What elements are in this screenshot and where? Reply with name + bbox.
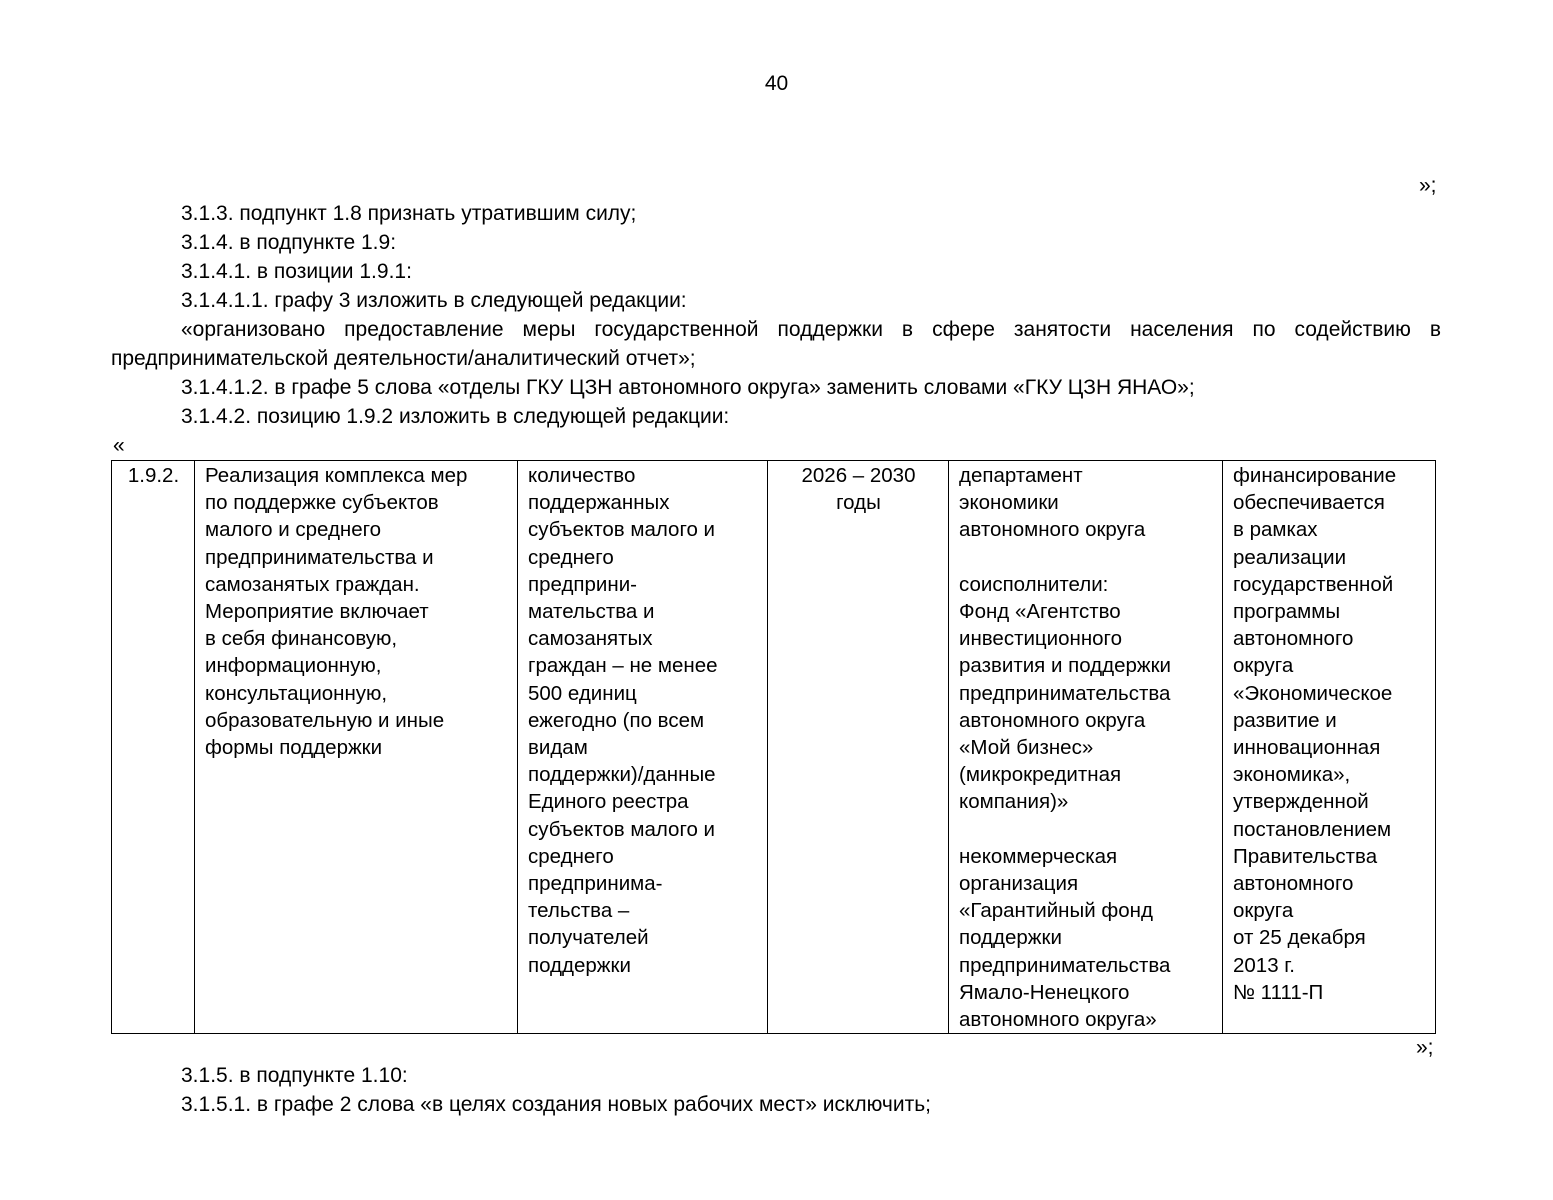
indicator-cell: количество поддержанных субъектов малого и среднего предприни- мательства и самозанятых граждан – не менее 500 единиц ежегодно (по всем видам поддержки)/данные Единого реестра субъектов малого и среднего предпринима- тельства – получателей поддержки [518, 461, 768, 1034]
paragraph-3-1-4-1-2: 3.1.4.1.2. в графе 5 слова «отделы ГКУ ЦЗН автономного округа» заменить словами «ГКУ ЦЗН ЯНАО»; [181, 376, 1195, 399]
table-row [112, 461, 1436, 1034]
paragraph-3-1-5-1: 3.1.5.1. в графе 2 слова «в целях создания новых рабочих мест» исключить; [181, 1093, 932, 1116]
years-cell: 2026 – 2030 годы [768, 461, 949, 1034]
paragraph-3-1-4-2: 3.1.4.2. позицию 1.9.2 изложить в следующей редакции: [181, 405, 730, 428]
closing-quote-top: »; [1419, 174, 1437, 197]
position-table [111, 460, 1436, 1034]
executors-cell: департамент экономики автономного округа соисполнители: Фонд «Агентство инвестиционного развития и поддержки предпринимательства автономного округа «Мой бизнес» (микрокредитная компания)» некоммерческая организация «Гарантийный фонд поддержки предпринимательства Ямало-Ненецкого автономного округа» [949, 461, 1223, 1034]
paragraph-3-1-5: 3.1.5. в подпункте 1.10: [181, 1064, 408, 1087]
paragraph-3-1-4-1-1: 3.1.4.1.1. графу 3 изложить в следующей редакции: [181, 289, 687, 312]
opening-quote: « [113, 434, 125, 457]
paragraph-3-1-4: 3.1.4. в подпункте 1.9: [181, 231, 397, 254]
position-number-cell: 1.9.2. [112, 461, 195, 1034]
financing-cell: финансирование обеспечивается в рамках реализации государственной программы автономного округа «Экономическое развитие и инновационная экономика», утвержденной постановлением Правительства автономного округа от 25 декабря 2013 г. № 1111-П [1223, 461, 1436, 1034]
amendment-text-top [111, 199, 1441, 431]
page-number: 40 [764, 72, 789, 95]
paragraph-quoted-column-3: «организовано предоставление меры государственной поддержки в сфере занятости населения по содействию в предпринимательской деятельности/аналитический отчет»; [111, 318, 1441, 370]
amendment-text-bottom [111, 1061, 1441, 1119]
paragraph-3-1-4-1: 3.1.4.1. в позиции 1.9.1: [181, 260, 412, 283]
paragraph-3-1-3: 3.1.3. подпункт 1.8 признать утратившим силу; [181, 202, 637, 225]
measure-name-cell: Реализация комплекса мер по поддержке субъектов малого и среднего предпринимательства и самозанятых граждан. Мероприятие включает в себя финансовую, информационную, консультационную, образовательную и иные формы поддержки [195, 461, 518, 1034]
closing-quote-bottom: »; [1416, 1036, 1434, 1059]
